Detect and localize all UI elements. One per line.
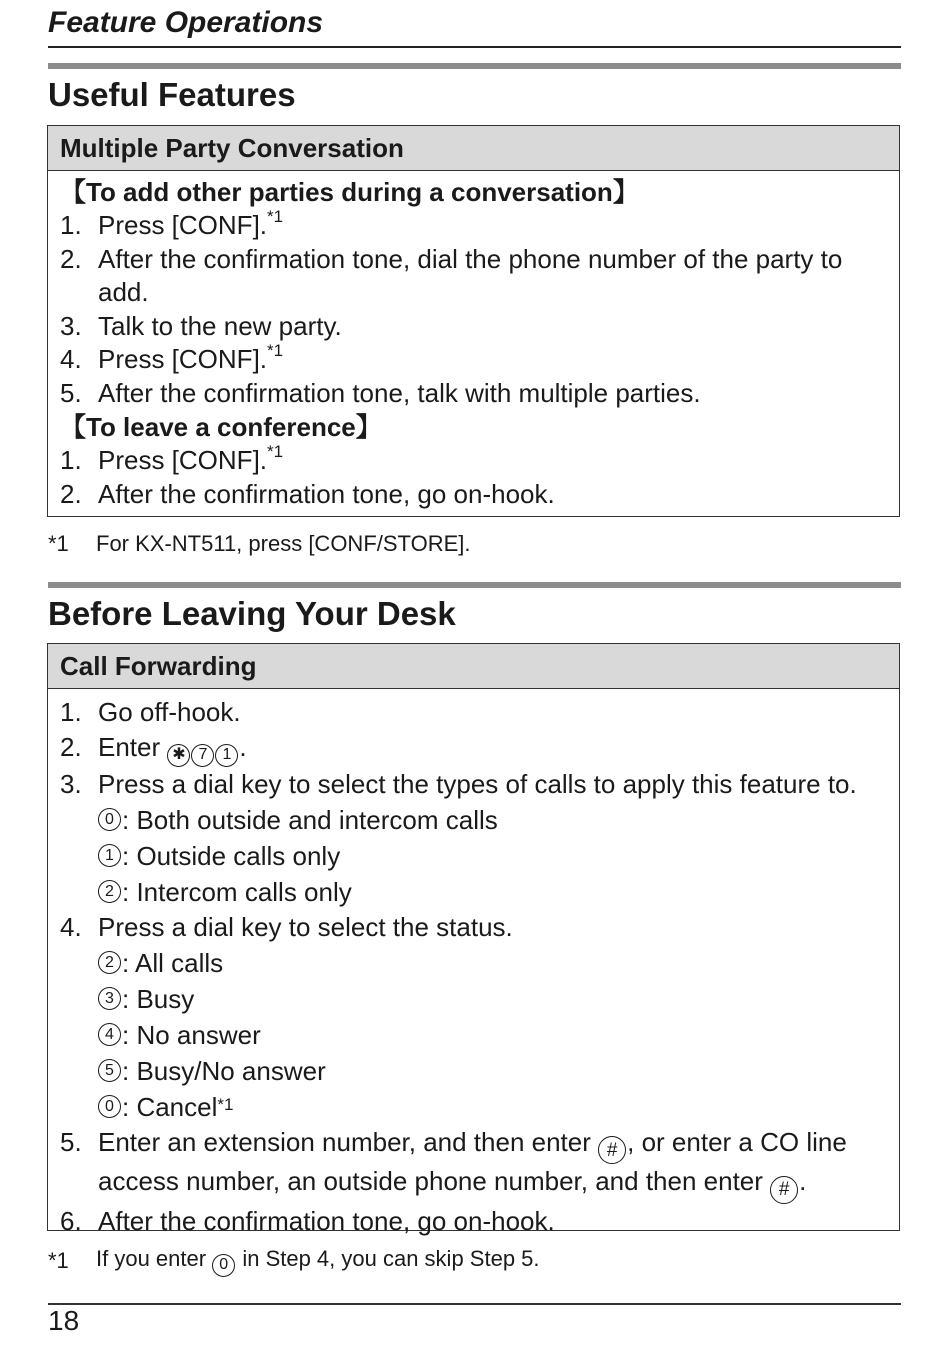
footnote-ref: *1 — [267, 207, 284, 227]
step-text: Enter an extension number, and then enter # , or enter a CO line access number, an outside phone number, and then enter # . — [98, 1125, 887, 1204]
key-3-icon: 3 — [98, 987, 121, 1010]
call-forwarding-box — [47, 643, 900, 1236]
section-title-before-leaving-desk: Before Leaving Your Desk — [48, 595, 456, 632]
footer-rule — [48, 1303, 901, 1305]
option-item — [98, 981, 887, 1017]
box-body — [48, 689, 899, 1245]
footnote — [48, 1246, 540, 1277]
step-number: 2. — [60, 243, 82, 274]
star-key-icon: ✱ — [167, 744, 190, 767]
step-text: After the confirmation tone, dial the phone number of the party to add. — [98, 243, 843, 307]
step-number: 5. — [60, 377, 82, 408]
step-number: 1. — [60, 210, 82, 240]
step-text: Go off-hook. — [98, 697, 241, 727]
step-number: 1. — [60, 445, 82, 475]
option-text: : Busy/No answer — [122, 1055, 326, 1086]
key-5-icon: 5 — [98, 1059, 121, 1082]
step-number: 1. — [60, 697, 82, 727]
step-text: Press a dial key to select the types of calls to apply this feature to. — [98, 768, 857, 799]
key-0-icon: 0 — [98, 1095, 121, 1118]
box-title: Multiple Party Conversation — [48, 126, 899, 171]
page-number: 18 — [48, 1305, 80, 1336]
key-7-icon: 7 — [191, 744, 214, 767]
option-text: : Outside calls only — [122, 840, 341, 871]
footnote — [48, 531, 470, 557]
step-number: 3. — [60, 310, 82, 341]
key-4-icon: 4 — [98, 1023, 121, 1046]
option-text: : Intercom calls only — [122, 876, 352, 907]
hash-key-icon: # — [598, 1136, 626, 1164]
step-2 — [60, 243, 887, 310]
step-2 — [60, 730, 887, 767]
step-text: Press [CONF].$^{*1}$ — [98, 442, 284, 475]
section-rule — [48, 63, 901, 69]
option-text: : Cancel — [122, 1091, 218, 1122]
step-5 — [60, 377, 887, 411]
footnote-text: If you enter 0 in Step 4, you can skip Step 5. — [96, 1246, 540, 1277]
step-text: Press [CONF].$^{*1}$ — [98, 207, 284, 240]
step-6 — [60, 1204, 887, 1239]
footnote-text: For KX-NT511, press [CONF/STORE]. — [96, 531, 471, 556]
step-1 — [60, 209, 887, 243]
step-text: Press [CONF].$^{*1}$ — [98, 341, 284, 374]
step-number: 3. — [60, 768, 82, 799]
step-text: Enter ✱ 7 1 . — [98, 730, 887, 767]
option-text: : Both outside and intercom calls — [122, 804, 498, 835]
option-item — [98, 838, 887, 874]
footnote-ref: *1 — [267, 442, 284, 462]
running-head: Feature Operations — [48, 6, 324, 39]
step-3 — [60, 767, 887, 802]
step-text: Press a dial key to select the status. — [98, 911, 513, 942]
option-text: : No answer — [122, 1019, 261, 1050]
step-number: 4. — [60, 344, 82, 374]
key-2-icon: 2 — [98, 951, 121, 974]
option-item — [98, 945, 887, 981]
step-text: After the confirmation tone, go on-hook. — [98, 1205, 555, 1236]
subheading-leave-conference: 【To leave a conference】 — [60, 412, 382, 442]
step-number: 6. — [60, 1205, 82, 1236]
step-number: 4. — [60, 911, 82, 942]
option-item — [98, 874, 887, 910]
key-0-icon: 0 — [212, 1254, 235, 1277]
leave-step-2 — [60, 478, 887, 512]
option-item: 0 : Cancel $^{*1}$ — [98, 1089, 887, 1125]
option-item — [98, 1017, 887, 1053]
section-rule — [48, 582, 901, 588]
header-rule — [48, 46, 901, 48]
box-title: Call Forwarding — [48, 644, 899, 689]
option-text: : All calls — [122, 947, 224, 978]
step-5 — [60, 1125, 887, 1204]
subheading-add-parties: 【To add other parties during a conversation】 — [60, 177, 639, 207]
footnote-ref: *1 — [267, 341, 284, 361]
step-4 — [60, 343, 887, 377]
key-1-icon: 1 — [215, 744, 238, 767]
option-text: : Busy — [122, 983, 195, 1014]
option-item — [98, 1053, 887, 1089]
leave-step-1 — [60, 444, 887, 478]
step-3 — [60, 310, 887, 344]
key-0-icon: 0 — [98, 808, 121, 831]
option-item — [98, 802, 887, 838]
step-number: 2. — [60, 732, 82, 762]
multiple-party-conversation-box — [47, 125, 900, 517]
step-text: After the confirmation tone, go on-hook. — [98, 478, 555, 509]
step-1 — [60, 695, 887, 730]
key-2-icon: 2 — [98, 880, 121, 903]
footnote-mark: *1 — [48, 531, 69, 556]
hash-key-icon: # — [770, 1176, 798, 1204]
step-4 — [60, 910, 887, 945]
section-title-useful-features: Useful Features — [48, 76, 296, 113]
step-number: 2. — [60, 478, 82, 509]
box-body — [48, 171, 899, 517]
step-text: Talk to the new party. — [98, 310, 342, 341]
key-1-icon: 1 — [98, 844, 121, 867]
footnote-mark: *1 — [48, 1248, 69, 1274]
step-text: After the confirmation tone, talk with multiple parties. — [98, 377, 701, 408]
step-number: 5. — [60, 1126, 82, 1157]
